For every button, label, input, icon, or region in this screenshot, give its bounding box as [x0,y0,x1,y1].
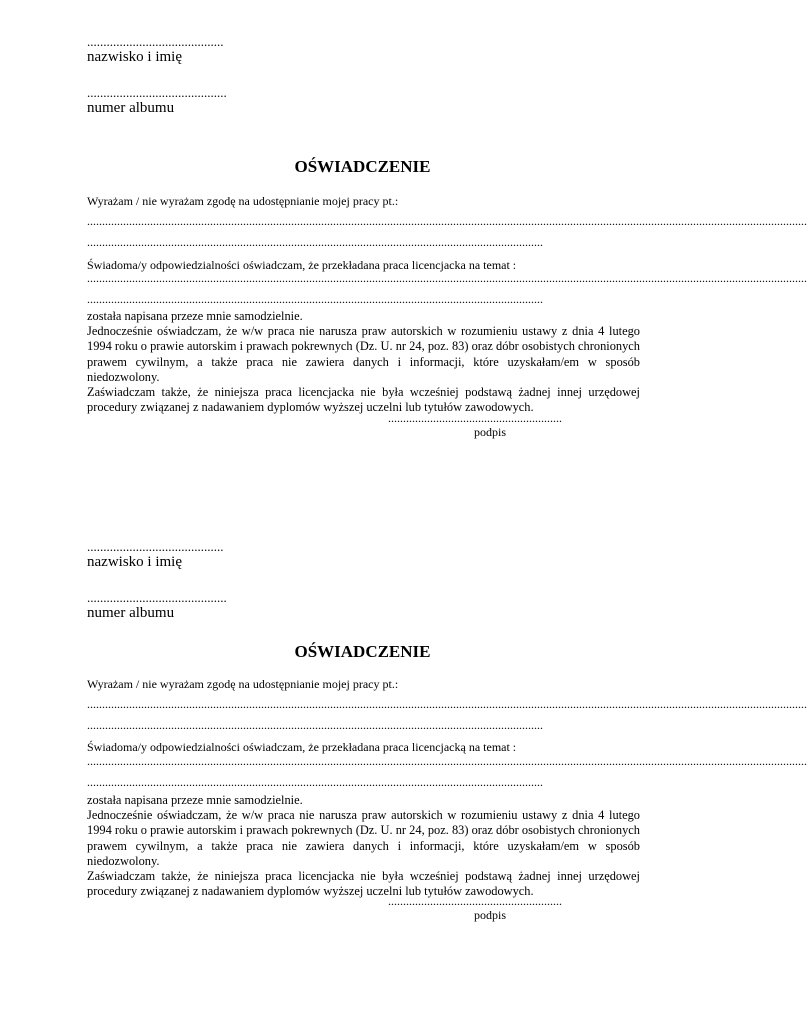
paragraph-authorship: została napisana przeze mnie samodzielnie. [87,309,303,323]
declaration-title: OŚWIADCZENIE [294,157,431,176]
declaration-body [87,793,640,899]
paragraph-copyright: Jednocześnie oświadczam, że w/w praca nie narusza praw autorskich w rozumieniu ustawy z dnia 4 lutego 1994 roku o prawie autorskim i prawach pokrewnych (Dz. U. nr 24, poz. 83) oraz dóbr osobistych chronionych prawem cywilnym, a także praca nie zawiera danych i informacji, które uzyskałam/em w sposób niedozwolony. [87,324,640,384]
signature-dots[interactable]: .......................................................... [388,894,562,908]
declaration-title: OŚWIADCZENIE [294,642,431,661]
topic-fill-line-2[interactable]: ........................................................................................................................................................ [87,775,543,789]
paragraph-authorship: została napisana przeze mnie samodzielnie. [87,793,303,807]
album-field-dots[interactable]: ........................................... [87,590,227,605]
paragraph-prior-use: Zaświadczam także, że niniejsza praca licencjacka nie była wcześniej podstawą żadnej innej urzędowej procedury związanej z nadawaniem dyplomów wyższej uczelni lub tytułów zawodowych. [87,385,640,415]
name-field-dots[interactable]: .......................................... [87,34,224,49]
consent-line: Wyrażam / nie wyrażam zgodę na udostępnianie mojej pracy pt.: [87,677,399,691]
title-fill-line-2[interactable]: ........................................................................................................................................................ [87,718,543,732]
declaration-body [87,309,640,415]
signature-dots[interactable]: .......................................................... [388,411,562,425]
topic-fill-line-1[interactable]: ................................................................................................................................................................................................................................................ [87,271,807,285]
signature-label: podpis [474,425,507,439]
name-field-dots[interactable]: .......................................... [87,539,224,554]
consent-line: Wyrażam / nie wyrażam zgodę na udostępnianie mojej pracy pt.: [87,194,399,208]
title-fill-line-1[interactable]: ................................................................................................................................................................................................................................................ [87,697,807,711]
declaration-line: Świadoma/y odpowiedzialności oświadczam, że przekładana praca licencjacka na temat : [87,258,517,272]
paragraph-prior-use: Zaświadczam także, że niniejsza praca licencjacka nie była wcześniej podstawą żadnej innej urzędowej procedury związanej z nadawaniem dyplomów wyższej uczelni lub tytułów zawodowych. [87,869,640,899]
name-field-label: nazwisko i imię [87,554,182,570]
album-field-label: numer albumu [87,605,175,621]
title-fill-line-2[interactable]: ........................................................................................................................................................ [87,235,543,249]
name-field-label: nazwisko i imię [87,49,182,65]
album-field-dots[interactable]: ........................................... [87,85,227,100]
title-fill-line-1[interactable]: ................................................................................................................................................................................................................................................ [87,214,807,228]
album-field-label: numer albumu [87,100,175,116]
topic-fill-line-1[interactable]: ................................................................................................................................................................................................................................................ [87,754,807,768]
signature-label: podpis [474,908,507,922]
declaration-line: Świadoma/y odpowiedzialności oświadczam, że przekładana praca licencjacką na temat : [87,740,517,754]
topic-fill-line-2[interactable]: ........................................................................................................................................................ [87,292,543,306]
paragraph-copyright: Jednocześnie oświadczam, że w/w praca nie narusza praw autorskich w rozumieniu ustawy z dnia 4 lutego 1994 roku o prawie autorskim i prawach pokrewnych (Dz. U. nr 24, poz. 83) oraz dóbr osobistych chronionych prawem cywilnym, a także praca nie zawiera danych i informacji, które uzyskałam/em w sposób niedozwolony. [87,808,640,868]
